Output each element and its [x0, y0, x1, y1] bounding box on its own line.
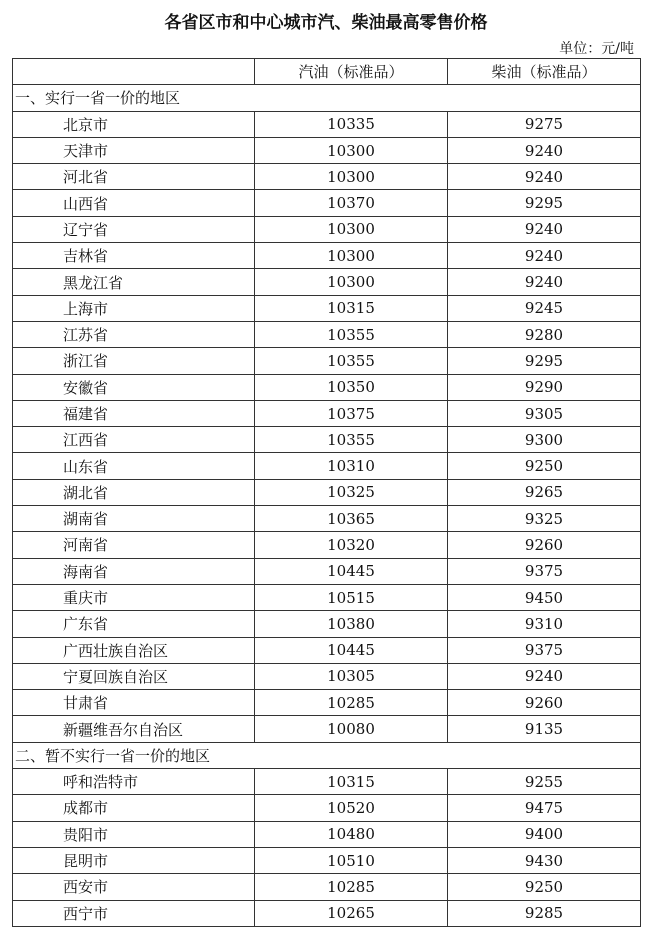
region-cell: 昆明市 — [13, 847, 255, 873]
gasoline-price-cell: 10350 — [255, 374, 448, 400]
gasoline-price-cell: 10325 — [255, 479, 448, 505]
region-cell: 河北省 — [13, 164, 255, 190]
region-cell: 辽宁省 — [13, 216, 255, 242]
region-cell: 吉林省 — [13, 243, 255, 269]
gasoline-price-cell: 10300 — [255, 164, 448, 190]
table-row — [13, 900, 641, 926]
region-cell: 黑龙江省 — [13, 269, 255, 295]
region-cell: 宁夏回族自治区 — [13, 663, 255, 689]
gasoline-price-cell: 10315 — [255, 769, 448, 795]
gasoline-price-cell: 10355 — [255, 348, 448, 374]
table-row — [13, 716, 641, 742]
diesel-price-cell: 9295 — [448, 190, 641, 216]
diesel-price-cell: 9250 — [448, 453, 641, 479]
region-cell: 成都市 — [13, 795, 255, 821]
gasoline-price-cell: 10445 — [255, 637, 448, 663]
table-row — [13, 874, 641, 900]
table-row — [13, 637, 641, 663]
diesel-price-cell: 9300 — [448, 427, 641, 453]
table-row — [13, 506, 641, 532]
diesel-price-cell: 9280 — [448, 321, 641, 347]
diesel-price-cell: 9325 — [448, 506, 641, 532]
table-row — [13, 558, 641, 584]
region-cell: 海南省 — [13, 558, 255, 584]
diesel-price-cell: 9240 — [448, 663, 641, 689]
diesel-price-cell: 9240 — [448, 137, 641, 163]
diesel-price-cell: 9250 — [448, 874, 641, 900]
gasoline-price-cell: 10285 — [255, 874, 448, 900]
gasoline-price-cell: 10480 — [255, 821, 448, 847]
table-row — [13, 847, 641, 873]
region-cell: 西安市 — [13, 874, 255, 900]
diesel-price-cell: 9255 — [448, 769, 641, 795]
region-cell: 甘肃省 — [13, 690, 255, 716]
gasoline-price-cell: 10305 — [255, 663, 448, 689]
table-row — [13, 427, 641, 453]
gasoline-price-cell: 10365 — [255, 506, 448, 532]
region-cell: 福建省 — [13, 400, 255, 426]
region-cell: 新疆维吾尔自治区 — [13, 716, 255, 742]
table-row — [13, 663, 641, 689]
gasoline-price-cell: 10300 — [255, 243, 448, 269]
diesel-price-cell: 9240 — [448, 216, 641, 242]
header-gasoline: 汽油（标准品） — [255, 59, 448, 85]
table-body — [13, 85, 641, 927]
region-cell: 广东省 — [13, 611, 255, 637]
table-row — [13, 611, 641, 637]
table-row — [13, 374, 641, 400]
region-cell: 天津市 — [13, 137, 255, 163]
table-row — [13, 795, 641, 821]
gasoline-price-cell: 10300 — [255, 216, 448, 242]
gasoline-price-cell: 10380 — [255, 611, 448, 637]
table-row — [13, 348, 641, 374]
section-row — [13, 85, 641, 111]
table-row — [13, 111, 641, 137]
diesel-price-cell: 9240 — [448, 243, 641, 269]
region-cell: 重庆市 — [13, 584, 255, 610]
gasoline-price-cell: 10355 — [255, 427, 448, 453]
section-row — [13, 742, 641, 768]
table-row — [13, 269, 641, 295]
gasoline-price-cell: 10510 — [255, 847, 448, 873]
table-row — [13, 400, 641, 426]
region-cell: 湖北省 — [13, 479, 255, 505]
region-cell: 江苏省 — [13, 321, 255, 347]
gasoline-price-cell: 10370 — [255, 190, 448, 216]
diesel-price-cell: 9400 — [448, 821, 641, 847]
region-cell: 西宁市 — [13, 900, 255, 926]
table-row — [13, 690, 641, 716]
gasoline-price-cell: 10335 — [255, 111, 448, 137]
page-title: 各省区市和中心城市汽、柴油最高零售价格 — [164, 13, 488, 33]
diesel-price-cell: 9295 — [448, 348, 641, 374]
diesel-price-cell: 9290 — [448, 374, 641, 400]
diesel-price-cell: 9450 — [448, 584, 641, 610]
header-region — [13, 59, 255, 85]
region-cell: 浙江省 — [13, 348, 255, 374]
diesel-price-cell: 9265 — [448, 479, 641, 505]
section-label: 二、暂不实行一省一价的地区 — [13, 742, 641, 768]
table-row — [13, 584, 641, 610]
price-table — [12, 58, 641, 927]
table-row — [13, 164, 641, 190]
gasoline-price-cell: 10315 — [255, 295, 448, 321]
gasoline-price-cell: 10515 — [255, 584, 448, 610]
diesel-price-cell: 9375 — [448, 558, 641, 584]
diesel-price-cell: 9260 — [448, 690, 641, 716]
region-cell: 北京市 — [13, 111, 255, 137]
gasoline-price-cell: 10375 — [255, 400, 448, 426]
region-cell: 上海市 — [13, 295, 255, 321]
region-cell: 湖南省 — [13, 506, 255, 532]
gasoline-price-cell: 10355 — [255, 321, 448, 347]
diesel-price-cell: 9260 — [448, 532, 641, 558]
gasoline-price-cell: 10265 — [255, 900, 448, 926]
table-row — [13, 453, 641, 479]
table-row — [13, 295, 641, 321]
section-label: 一、实行一省一价的地区 — [13, 85, 641, 111]
diesel-price-cell: 9240 — [448, 164, 641, 190]
gasoline-price-cell: 10285 — [255, 690, 448, 716]
table-row — [13, 821, 641, 847]
unit-label: 单位：元/吨 — [559, 41, 634, 57]
header-diesel: 柴油（标准品） — [448, 59, 641, 85]
diesel-price-cell: 9475 — [448, 795, 641, 821]
diesel-price-cell: 9135 — [448, 716, 641, 742]
region-cell: 广西壮族自治区 — [13, 637, 255, 663]
table-row — [13, 769, 641, 795]
table-row — [13, 479, 641, 505]
gasoline-price-cell: 10445 — [255, 558, 448, 584]
diesel-price-cell: 9240 — [448, 269, 641, 295]
region-cell: 贵阳市 — [13, 821, 255, 847]
table-row — [13, 321, 641, 347]
diesel-price-cell: 9430 — [448, 847, 641, 873]
header-row — [13, 59, 641, 85]
region-cell: 江西省 — [13, 427, 255, 453]
region-cell: 呼和浩特市 — [13, 769, 255, 795]
region-cell: 河南省 — [13, 532, 255, 558]
table-row — [13, 190, 641, 216]
diesel-price-cell: 9305 — [448, 400, 641, 426]
diesel-price-cell: 9310 — [448, 611, 641, 637]
diesel-price-cell: 9285 — [448, 900, 641, 926]
table-row — [13, 216, 641, 242]
region-cell: 安徽省 — [13, 374, 255, 400]
region-cell: 山西省 — [13, 190, 255, 216]
gasoline-price-cell: 10310 — [255, 453, 448, 479]
gasoline-price-cell: 10520 — [255, 795, 448, 821]
region-cell: 山东省 — [13, 453, 255, 479]
diesel-price-cell: 9245 — [448, 295, 641, 321]
diesel-price-cell: 9375 — [448, 637, 641, 663]
table-row — [13, 137, 641, 163]
table-row — [13, 243, 641, 269]
table-row — [13, 532, 641, 558]
gasoline-price-cell: 10300 — [255, 137, 448, 163]
diesel-price-cell: 9275 — [448, 111, 641, 137]
gasoline-price-cell: 10320 — [255, 532, 448, 558]
gasoline-price-cell: 10080 — [255, 716, 448, 742]
gasoline-price-cell: 10300 — [255, 269, 448, 295]
